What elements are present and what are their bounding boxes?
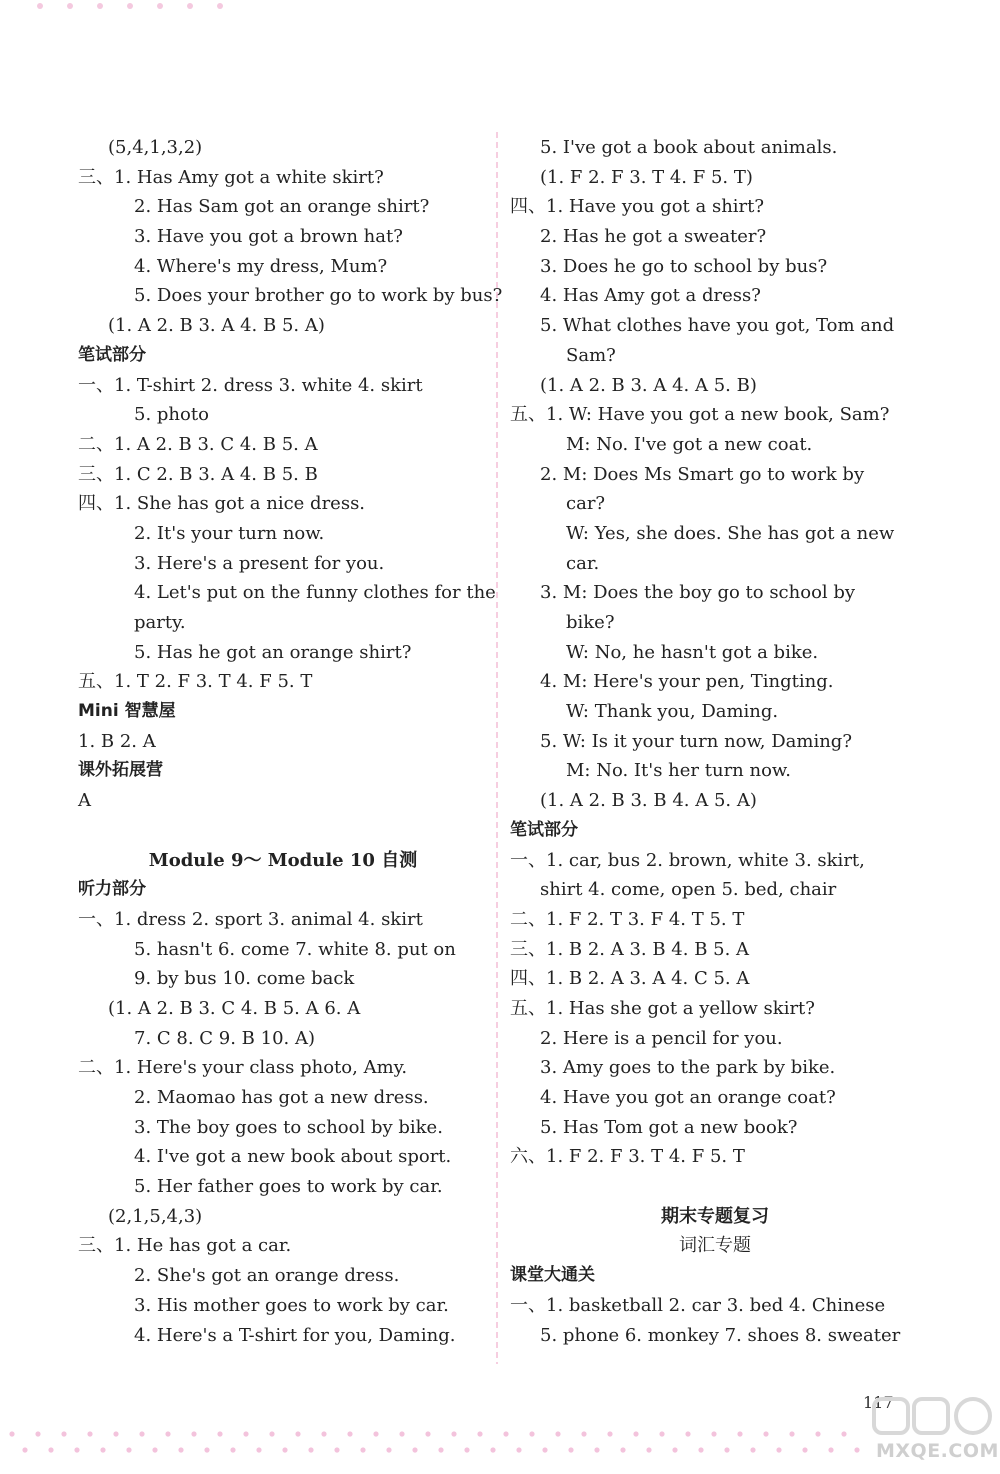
decorative-dot: [399, 1431, 404, 1436]
column-divider: [493, 132, 501, 1364]
decorative-top-dots: [0, 0, 260, 16]
decorative-dot: [386, 1447, 391, 1452]
decorative-dot: [477, 1431, 482, 1436]
answer-line: W: Yes, she does. She has got a new: [566, 522, 895, 544]
answer-line: (2,1,5,4,3): [108, 1205, 203, 1227]
answer-line: A: [78, 790, 91, 812]
decorative-dot: [48, 1447, 53, 1452]
answer-line: 5. I've got a book about animals.: [540, 137, 838, 158]
answer-line: 笔试部分: [510, 819, 578, 840]
answer-line: 课外拓展营: [78, 760, 163, 781]
answer-line: 期末专题复习: [661, 1205, 769, 1227]
decorative-dot: [750, 1447, 755, 1452]
answer-line: 三、1. Has Amy got a white skirt?: [78, 166, 384, 188]
decorative-dot: [230, 1447, 235, 1452]
decorative-dot: [620, 1447, 625, 1452]
answer-line: 五、1. W: Have you got a new book, Sam?: [510, 404, 890, 426]
decorative-dot: [594, 1447, 599, 1452]
answer-line: shirt 4. come, open 5. bed, chair: [540, 879, 837, 901]
decorative-dot: [204, 1447, 209, 1452]
answer-line: M: No. I've got a new coat.: [566, 433, 813, 455]
decorative-dot: [178, 1447, 183, 1452]
decorative-dot: [100, 1447, 105, 1452]
answer-line: 4. Where's my dress, Mum?: [134, 255, 388, 277]
answer-line: (1. A 2. B 3. B 4. A 5. A): [540, 790, 757, 812]
answer-line: 二、1. F 2. T 3. F 4. T 5. T: [510, 908, 745, 930]
answer-line: 词汇专题: [679, 1235, 751, 1257]
decorative-dot: [529, 1431, 534, 1436]
decorative-dot: [711, 1431, 716, 1436]
decorative-dot: [139, 1431, 144, 1436]
answer-line: 4. Here's a T-shirt for you, Daming.: [134, 1324, 456, 1346]
answer-line: (1. F 2. F 3. T 4. F 5. T): [540, 166, 753, 188]
answer-line: Mini 智慧屋: [78, 701, 176, 722]
decorative-dot: [113, 1431, 118, 1436]
answer-line: 9. by bus 10. come back: [134, 968, 355, 990]
answer-line: 5. Her father goes to work by car.: [134, 1176, 443, 1198]
decorative-dot: [347, 1431, 352, 1436]
decorative-dot: [269, 1431, 274, 1436]
answer-line: 3. Here's a present for you.: [134, 552, 385, 574]
answer-line: 课堂大通关: [510, 1265, 595, 1286]
answer-line: 2. She's got an orange dress.: [134, 1265, 400, 1287]
answer-column-right: [510, 133, 920, 1350]
answer-line: 2. Here is a pencil for you.: [540, 1027, 783, 1049]
answer-line: 5. Has he got an orange shirt?: [134, 641, 412, 663]
answer-line: [78, 816, 488, 846]
decorative-dot: [282, 1447, 287, 1452]
decorative-dot: [360, 1447, 365, 1452]
decorative-dot: [633, 1431, 638, 1436]
answer-line: M: No. It's her turn now.: [566, 760, 791, 782]
answer-line: 笔试部分: [78, 344, 146, 365]
decorative-dot: [9, 1431, 14, 1436]
answer-line: 三、1. He has got a car.: [78, 1235, 292, 1257]
decorative-dot: [828, 1447, 833, 1452]
answer-line: 五、1. Has she got a yellow skirt?: [510, 997, 815, 1019]
answer-line: 四、1. She has got a nice dress.: [78, 493, 366, 515]
decorative-dot: [646, 1447, 651, 1452]
answer-line: 二、1. A 2. B 3. C 4. B 5. A: [78, 433, 318, 455]
decorative-dot: [555, 1431, 560, 1436]
decorative-dot: [438, 1447, 443, 1452]
answer-line: 3. His mother goes to work by car.: [134, 1294, 449, 1316]
answer-line: 5. phone 6. monkey 7. shoes 8. sweater: [540, 1324, 901, 1346]
answer-line: 一、1. basketball 2. car 3. bed 4. Chinese: [510, 1294, 886, 1316]
answer-line: 4. I've got a new book about sport.: [134, 1146, 452, 1168]
decorative-dot: [308, 1447, 313, 1452]
watermark-url: MXQE.COM: [876, 1440, 999, 1462]
answer-line: 五、1. T 2. F 3. T 4. F 5. T: [78, 671, 313, 693]
answer-line: 3. The boy goes to school by bike.: [134, 1116, 443, 1138]
decorative-dot: [581, 1431, 586, 1436]
answer-line: [510, 1172, 920, 1202]
decorative-dot: [698, 1447, 703, 1452]
decorative-dot: [776, 1447, 781, 1452]
decorative-dot: [425, 1431, 430, 1436]
answer-line: 三、1. C 2. B 3. A 4. B 5. B: [78, 463, 318, 485]
decorative-dot: [789, 1431, 794, 1436]
answer-line: (5,4,1,3,2): [108, 137, 203, 158]
decorative-dot: [607, 1431, 612, 1436]
answer-line: 7. C 8. C 9. B 10. A): [134, 1027, 315, 1049]
answer-line: (1. A 2. B 3. A 4. B 5. A): [108, 315, 325, 337]
answer-line: bike?: [566, 612, 615, 633]
decorative-dot: [672, 1447, 677, 1452]
answer-line: 5. Does your brother go to work by bus?: [134, 285, 503, 307]
answer-line: 4. Let's put on the funny clothes for the: [134, 582, 496, 604]
decorative-dot: [516, 1447, 521, 1452]
answer-line: Module 9～ Module 10 自测: [148, 849, 418, 871]
answer-line: 5. Has Tom got a new book?: [540, 1116, 798, 1138]
decorative-dot: [22, 1447, 27, 1452]
answer-line: 4. Have you got an orange coat?: [540, 1087, 836, 1108]
decorative-dot: [464, 1447, 469, 1452]
answer-line: 4. Has Amy got a dress?: [540, 285, 761, 307]
decorative-dot: [854, 1447, 859, 1452]
answer-line: 2. M: Does Ms Smart go to work by: [540, 463, 865, 485]
answer-line: 1. B 2. A: [78, 730, 156, 752]
decorative-dot: [321, 1431, 326, 1436]
decorative-dot: [165, 1431, 170, 1436]
answer-line: 听力部分: [78, 879, 146, 900]
answer-line: (1. A 2. B 3. C 4. B 5. A 6. A: [108, 997, 361, 1019]
decorative-bottom-dots: [0, 1420, 1000, 1470]
decorative-dot: [61, 1431, 66, 1436]
decorative-dot: [841, 1431, 846, 1436]
answer-line: 5. photo: [134, 404, 209, 426]
decorative-dot: [685, 1431, 690, 1436]
page-number: 117: [863, 1393, 894, 1412]
answer-line: car.: [566, 552, 600, 574]
answer-line: 2. It's your turn now.: [134, 522, 325, 544]
decorative-dot: [802, 1447, 807, 1452]
decorative-dot: [74, 1447, 79, 1452]
decorative-dot: [568, 1447, 573, 1452]
answer-line: 2. Maomao has got a new dress.: [134, 1087, 429, 1108]
decorative-dot: [334, 1447, 339, 1452]
decorative-dot: [724, 1447, 729, 1452]
decorative-dot: [659, 1431, 664, 1436]
decorative-dot: [191, 1431, 196, 1436]
decorative-dot: [126, 1447, 131, 1452]
answer-line: 四、1. B 2. A 3. A 4. C 5. A: [510, 968, 750, 990]
answer-line: 5. What clothes have you got, Tom and: [540, 315, 895, 337]
answer-line: 3. Have you got a brown hat?: [134, 226, 403, 248]
answer-line: 一、1. T-shirt 2. dress 3. white 4. skirt: [78, 374, 423, 396]
decorative-dot: [243, 1431, 248, 1436]
decorative-dot: [256, 1447, 261, 1452]
answer-line: (1. A 2. B 3. A 4. A 5. B): [540, 374, 757, 396]
answer-line: 5. hasn't 6. come 7. white 8. put on: [134, 938, 456, 960]
answer-line: 六、1. F 2. F 3. T 4. F 5. T: [510, 1146, 745, 1168]
answer-column-left: [78, 133, 503, 1350]
answer-line: W: Thank you, Daming.: [566, 701, 779, 723]
decorative-dot: [763, 1431, 768, 1436]
decorative-dot: [815, 1431, 820, 1436]
answer-line: 二、1. Here's your class photo, Amy.: [78, 1057, 408, 1079]
decorative-dot: [152, 1447, 157, 1452]
answer-line: 一、1. car, bus 2. brown, white 3. skirt,: [510, 849, 865, 871]
answer-line: 3. Amy goes to the park by bike.: [540, 1057, 836, 1079]
decorative-dot: [542, 1447, 547, 1452]
decorative-dot: [737, 1431, 742, 1436]
decorative-dot: [87, 1431, 92, 1436]
answer-line: 4. M: Here's your pen, Tingting.: [540, 671, 834, 693]
decorative-dot: [503, 1431, 508, 1436]
answer-line: W: No, he hasn't got a bike.: [566, 641, 819, 663]
answer-line: 5. W: Is it your turn now, Daming?: [540, 730, 852, 752]
answer-line: 3. Does he go to school by bus?: [540, 255, 828, 277]
answer-line: 一、1. dress 2. sport 3. animal 4. skirt: [78, 908, 423, 930]
answer-line: 3. M: Does the boy go to school by: [540, 582, 856, 604]
decorative-dot: [373, 1431, 378, 1436]
answer-line: car?: [566, 493, 606, 515]
answer-line: 四、1. Have you got a shirt?: [510, 196, 765, 218]
answer-line: Sam?: [566, 344, 616, 366]
decorative-dot: [295, 1431, 300, 1436]
answer-line: 2. Has Sam got an orange shirt?: [134, 196, 430, 218]
answer-line: 2. Has he got a sweater?: [540, 226, 767, 248]
decorative-dot: [35, 1431, 40, 1436]
decorative-dot: [451, 1431, 456, 1436]
decorative-dot: [412, 1447, 417, 1452]
decorative-dot: [490, 1447, 495, 1452]
answer-line: party.: [134, 612, 186, 633]
answer-line: 三、1. B 2. A 3. B 4. B 5. A: [510, 938, 750, 960]
decorative-dot: [217, 1431, 222, 1436]
